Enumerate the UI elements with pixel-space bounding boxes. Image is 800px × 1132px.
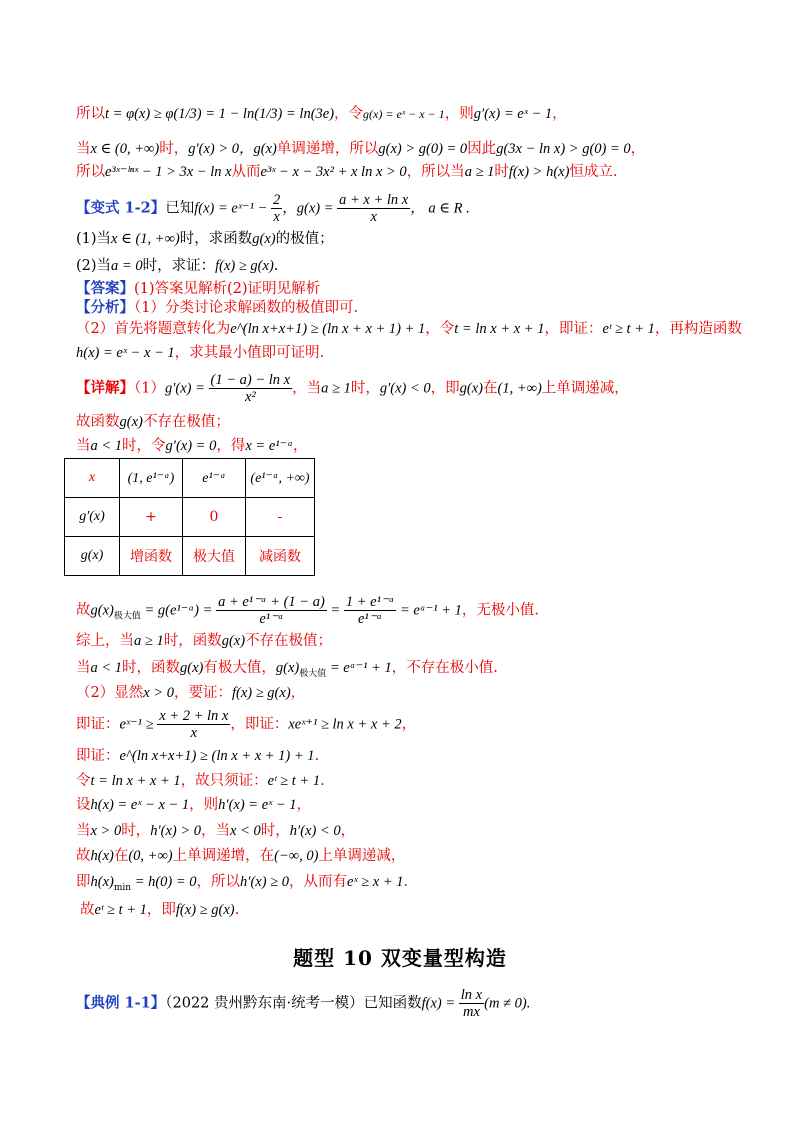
formula: (1, +∞) [497,380,542,397]
text: 因此 [467,141,497,157]
text: 时，求函数 [179,231,253,247]
summary-line-2 [76,658,498,684]
text: 在 [113,848,129,864]
question-1 [76,229,334,249]
formula: x < 0 [230,823,261,839]
formula: x > 0 [143,685,174,701]
text: 令 [76,773,91,789]
fraction: $\frac{\text{a + x + ln x}}{x}$ [339,192,409,225]
formula: h(x) = eˣ − x − 1 [90,797,190,813]
text: ，不存在极小值. [391,660,498,676]
text: ， [340,823,356,839]
section-heading: 题型 10 双变量型构造 [293,946,507,970]
formula: a ≥ 1 [134,633,164,649]
formula: xeˣ⁺¹ ≥ ln x + x + 2 [288,716,402,733]
text: ， [290,685,306,701]
variant-problem [76,192,470,225]
text: . [320,773,325,789]
formula: e^(ln x+x+1) ≥ (ln x + x + 1) + 1 [119,748,315,764]
text-line-3 [76,162,618,182]
formula: g(x) [275,660,300,676]
text: 的极值； [275,231,334,247]
proof-line-6 [76,821,355,841]
formula: g′(x) = [164,380,209,397]
text: 时， [121,823,151,839]
formula: e³ˣ⁻ˡⁿˣ − 1 > 3x − ln x [105,164,232,180]
text: 时，求证： [142,258,216,274]
proof-line-4 [76,771,325,791]
formula: h(x) [90,874,114,890]
table-cell: + [120,498,183,537]
text: . [273,258,279,274]
formula: h′(x) < 0 [289,823,341,839]
formula: g′(x) = eˣ − 1 [473,106,553,122]
case-a-less-1 [76,436,308,456]
formula: h′(x) > 0 [150,823,202,839]
table-cell: (e¹⁻ᵃ, +∞) [246,459,315,498]
text: 故 [76,848,91,864]
text: ，无极小值. [461,602,539,619]
text: 当 [76,660,91,676]
proof-line-5 [76,795,311,815]
text: （1） [134,380,165,397]
detail-line-1 [76,372,629,405]
summary-line-1 [76,631,332,651]
formula: = g(e¹⁻ᵃ) = [140,602,217,619]
formula: x ∈ (1, +∞) [111,231,180,247]
fraction: $\frac{2}{x}$ [272,192,281,225]
formula: = [326,602,344,619]
formula: h(x) [90,848,114,864]
table-cell: g′(x) [65,498,120,537]
text: 时， [350,380,380,397]
formula: (−∞, 0) [274,848,319,864]
text: ，当 [201,823,231,839]
formula: x > 0 [90,823,122,839]
table-row [65,537,315,576]
text: 所以 [76,164,105,180]
formula: f(x) ≥ g(x) [215,258,274,274]
text: 所以 [76,106,105,122]
formula: f(x) > h(x) [508,164,570,180]
analysis-line-1 [76,298,358,318]
text: （2022 贵州黔东南·统考一模）已知函数 [165,995,422,1012]
formula: g(x) [252,231,276,247]
text: 已知 [165,200,195,217]
text: ，得 [216,438,246,454]
text: (2)当 [76,258,112,274]
formula: (m ≠ 0). [484,995,531,1012]
text: 时， [260,823,290,839]
text: 故 [80,902,95,918]
text: ，则 [189,797,219,813]
proof-line-3 [76,746,319,766]
text: 上单调递增，在 [172,848,275,864]
fraction: $\frac{\text{ln x}}{mx}$ [460,987,483,1020]
formula: a ≥ 1 [464,164,495,180]
proof-line-2 [76,708,416,741]
formula: g(x) [180,660,204,676]
text: ，求其最小值即可证明. [174,345,325,361]
detail-tag: 【详解】 [76,379,134,397]
text: . [403,874,409,890]
variant-tag: 【变式 1-2】 [76,199,166,217]
proof-line-7 [76,846,405,866]
formula: g(x) > g(0) = 0 [378,141,468,157]
text: 当 [76,438,91,454]
text: ，从而有 [289,874,348,890]
proof-line-8 [76,872,408,898]
text: ，当 [292,380,322,397]
formula: eˣ ≥ x + 1 [347,874,404,890]
text: 时，函数 [122,660,181,676]
monotonicity-table [64,458,315,576]
formula: e^(ln x+x+1) ≥ (ln x + x + 1) + 1 [230,321,426,337]
table-cell: - [246,498,315,537]
formula: x ∈ (0, +∞) [90,141,160,157]
fraction: $\frac{\text{(1 − a) − ln x}}{\text{x²}}$ [210,372,291,405]
text: 故 [76,602,91,619]
text: 单调递增，所以 [276,141,379,157]
table-cell: 增函数 [120,537,183,576]
formula: eᵗ ≥ t + 1 [94,902,147,918]
table-cell: g(x) [65,537,120,576]
formula: x = e¹⁻ᵃ [245,438,294,454]
text: ，故只须证： [180,773,268,789]
text: 上单调递减， [318,848,406,864]
analysis-line-2 [76,319,742,339]
text: ，即 [430,380,460,397]
text: (1)当 [76,231,112,247]
formula: g′(x) = 0 [165,438,217,454]
text: ， [401,716,417,733]
text: 即证： [76,748,120,764]
formula: eˣ⁻¹ ≥ [119,716,158,733]
text: ，所以当 [406,164,465,180]
formula: (0, +∞) [128,848,173,864]
text: ，所以 [196,874,241,890]
table-cell: 极大值 [183,537,246,576]
text: . [234,902,240,918]
text: ，则 [444,106,474,122]
text: ， [282,200,297,217]
question-2 [76,256,278,276]
formula: t = ln x + x + 1 [90,773,181,789]
text: ， [630,141,646,157]
formula: h(x) = eˣ − x − 1 [76,345,175,361]
formula: a ≥ 1 [321,380,351,397]
formula: f(x) ≥ g(x) [175,902,235,918]
formula: a = 0 [111,258,143,274]
text: ， [296,797,312,813]
answer-tag: 【答案】 [76,280,134,297]
text: 故函数 [76,414,120,430]
subscript: min [113,882,132,893]
fraction: $\frac{\text{1 + e¹⁻ᵃ}}{\text{e¹⁻ᵃ}}$ [345,594,395,627]
text: 即 [76,874,91,890]
table-cell: e¹⁻ᵃ [183,459,246,498]
text-line-2 [76,139,645,159]
text: ，要证： [173,685,232,701]
formula: g(x) [221,633,246,649]
text: 上单调递减， [541,380,629,397]
formula: = eᵃ⁻¹ + 1 [396,602,462,619]
text: . [314,748,320,764]
formula: = h(0) = 0 [131,874,197,890]
text: 时，函数 [163,633,222,649]
text: 时， [159,141,189,157]
text: 当 [76,823,91,839]
text: 时 [494,164,509,180]
formula: h′(x) = eˣ − 1 [218,797,297,813]
text: ，即 [146,902,176,918]
text: 恒成立. [569,164,618,180]
text: 有极大值， [203,660,276,676]
text: 综上，当 [76,633,134,649]
formula: g(x) = eˣ − x − 1 [363,107,445,121]
text: 即证： [76,716,120,733]
text: ，令 [334,106,364,122]
text: 不存在极值； [245,633,333,649]
text: 时，令 [122,438,166,454]
analysis-line-3 [76,343,324,363]
text: 在 [483,380,498,397]
fraction: $\frac{\text{a + e¹⁻ᵃ + (1 − a)}}{\text{e¹⁻ᵃ}}$ [218,594,325,627]
text: ，即证： [544,321,603,337]
text: （1）分类讨论求解函数的极值即可. [134,300,359,316]
max-value-line [76,594,539,629]
formula: f(x) = [421,995,459,1012]
proof-line-1 [76,683,305,703]
text: 不存在极值； [142,414,230,430]
text: 从而 [231,164,261,180]
table-cell: 0 [183,498,246,537]
subscript: 极大值 [299,668,327,679]
table-cell: (1, e¹⁻ᵃ) [120,459,183,498]
answer-line [76,279,320,299]
text: 当 [76,141,91,157]
formula: a < 1 [90,438,123,454]
formula: g(x) [90,602,114,619]
formula: f(x) ≥ g(x) [231,685,291,701]
formula: e³ˣ − x − 3x² + x ln x > 0 [260,164,407,180]
formula: g(x) = [296,200,338,217]
no-extremum-line [76,412,230,432]
formula: g(x) [459,380,483,397]
formula: f(x) = eˣ⁻¹ − [194,200,271,217]
text: ，即证： [230,716,289,733]
formula: ， a ∈ R . [410,200,470,217]
formula: h′(x) ≥ 0 [240,874,290,890]
table-cell: x [65,459,120,498]
subscript: 极大值 [113,611,141,622]
formula: t = ln x + x + 1 [454,321,545,337]
formula: = eᵃ⁻¹ + 1 [326,660,392,676]
text-line-1 [76,104,567,124]
formula: g′(x) > 0，g(x) [188,141,277,157]
fraction: $\frac{\text{x + 2 + ln x}}{x}$ [159,708,229,741]
analysis-tag: 【分析】 [76,299,134,316]
formula: g(x) [119,414,143,430]
formula: eᵗ ≥ t + 1 [267,773,321,789]
formula: t = φ(x) ≥ φ(1/3) = 1 − ln(1/3) = ln(3e) [105,106,335,122]
formula: g(3x − ln x) > g(0) = 0 [496,141,631,157]
text: ，令 [425,321,455,337]
formula: a < 1 [90,660,123,676]
text: （2）首先将题意转化为 [76,321,231,337]
proof-line-9 [80,900,239,920]
text: （2）显然 [76,685,144,701]
formula: g′(x) < 0 [379,380,431,397]
table-cell: 减函数 [246,537,315,576]
formula: eᵗ ≥ t + 1 [602,321,655,337]
text: (1)答案见解析(2)证明见解析 [134,281,321,297]
text: 设 [76,797,91,813]
table-row [65,459,315,498]
text: ， [552,106,567,122]
example-tag: 【典例 1-1】 [76,994,166,1012]
example-problem [76,987,530,1020]
text: ， [293,438,308,454]
table-row [65,498,315,537]
text: ，再构造函数 [654,321,742,337]
